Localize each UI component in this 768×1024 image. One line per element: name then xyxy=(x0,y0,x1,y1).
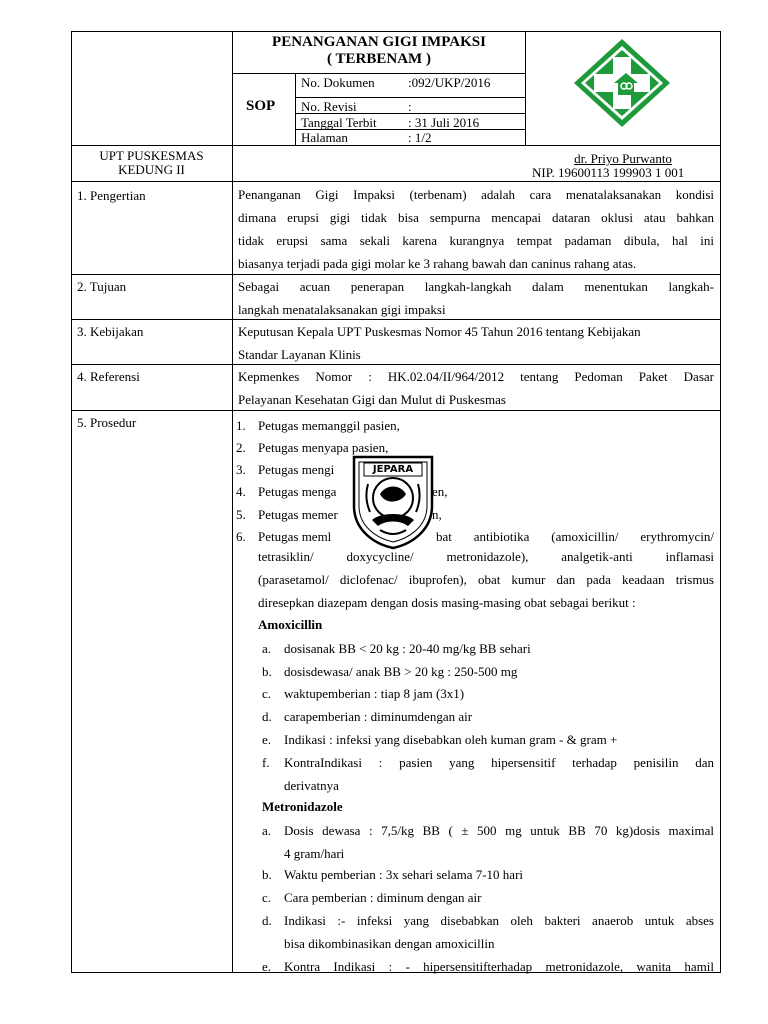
metronidazole-item: Waktu pemberian : 3x sehari selama 7-10 hari xyxy=(284,867,524,882)
page-label: Halaman xyxy=(301,130,348,145)
amoxicillin-item: dosisdewasa/ anak BB > 20 kg : 250-500 mg xyxy=(284,664,518,679)
issue-date-label: Tanggal Terbit xyxy=(301,115,377,130)
list-letter: c. xyxy=(262,890,272,905)
amoxicillin-item: waktupemberian : tiap 8 jam (3x1) xyxy=(284,686,465,701)
jepara-emblem-icon xyxy=(350,454,436,550)
doc-number-label: No. Dokumen xyxy=(301,75,375,90)
list-letter: d. xyxy=(262,913,272,928)
header-divider xyxy=(71,181,721,182)
page-value: : 1/2 xyxy=(408,130,432,145)
procedure-step: Petugas memer xyxy=(258,507,338,522)
section-label-kebijakan: 3. Kebijakan xyxy=(77,324,144,339)
puskesmas-logo-icon xyxy=(570,37,674,129)
procedure-step-6-cont: bat antibiotika (amoxicillin/ erythromycin/ xyxy=(436,529,714,544)
pengertian-text: Penanganan Gigi Impaksi (terbenam) adalah cara menatalaksanakan kondisi dimana erupsi gigi tidak bisa sempurna mencapai dataran oklusi atau bahkan tidak erupsi sama sekali karena kurangnya tempat padaman dibula, hal ini biasanya terjadi pada gigi molar ke 3 rahang bawah dan caninus rahang atas. xyxy=(238,187,714,271)
step-number: 6. xyxy=(236,529,246,544)
list-letter: a. xyxy=(262,823,272,838)
list-letter: b. xyxy=(262,867,272,882)
procedure-step: Petugas memanggil pasien, xyxy=(258,418,400,433)
list-letter: c. xyxy=(262,686,272,701)
step-number: 4. xyxy=(236,484,246,499)
column-divider xyxy=(232,31,233,973)
list-letter: e. xyxy=(262,732,272,747)
list-letter: a. xyxy=(262,641,272,656)
doc-number-value: :092/UKP/2016 xyxy=(408,75,491,90)
list-letter: e. xyxy=(262,959,272,974)
metronidazole-item: Kontra Indikasi : - hipersensitifterhadap metronidazole, wanita hamil xyxy=(284,959,714,974)
section-label-tujuan: 2. Tujuan xyxy=(77,279,127,294)
list-letter: d. xyxy=(262,709,272,724)
procedure-step-6-start: Petugas meml xyxy=(258,529,332,544)
document-subtitle: ( TERBENAM ) xyxy=(327,51,431,67)
metronidazole-item: Indikasi :- infeksi yang disebabkan oleh bakteri anaerob untuk abses bisa dikombinasikan dengan amoxicillin xyxy=(284,913,714,951)
metronidazole-item: Cara pemberian : diminum dengan air xyxy=(284,890,482,905)
signer-nip: NIP. 19600113 199903 1 001 xyxy=(532,165,685,180)
issue-date-value: : 31 Juli 2016 xyxy=(408,115,480,130)
column-divider xyxy=(525,31,526,145)
organization-unit: KEDUNG II xyxy=(118,162,185,177)
header-divider xyxy=(295,97,525,98)
metronidazole-heading: Metronidazole xyxy=(262,799,343,814)
metronidazole-item: Dosis dewasa : 7,5/kg BB ( ± 500 mg untuk BB 70 kg)dosis maximal 4 gram/hari xyxy=(284,823,714,861)
amoxicillin-heading: Amoxicillin xyxy=(258,617,323,632)
step-number: 3. xyxy=(236,462,246,477)
procedure-step: Petugas menyapa pasien, xyxy=(258,440,389,455)
organization-name: UPT PUSKESMAS xyxy=(99,148,204,163)
procedure-step-tail: en, xyxy=(432,484,448,499)
revision-value: : xyxy=(408,99,412,114)
header-divider xyxy=(233,73,525,74)
list-letter: f. xyxy=(262,755,270,770)
amoxicillin-item: KontraIndikasi : pasien yang hipersensitif terhadap penisilin dan derivatnya xyxy=(284,755,714,793)
section-label-pengertian: 1. Pengertian xyxy=(77,188,146,203)
section-label-prosedur: 5. Prosedur xyxy=(77,415,137,430)
tujuan-text: Sebagai acuan penerapan langkah-langkah dalam menentukan langkah- langkah menatalaksanakan gigi impaksi xyxy=(238,279,714,317)
amoxicillin-item: Indikasi : infeksi yang disebabkan oleh kuman gram - & gram + xyxy=(284,732,618,747)
procedure-step: Petugas menga xyxy=(258,484,337,499)
amoxicillin-item: carapemberian : diminumdengan air xyxy=(284,709,473,724)
procedure-step: Petugas mengi xyxy=(258,462,335,477)
signer-name: dr. Priyo Purwanto xyxy=(574,151,672,166)
step-number: 5. xyxy=(236,507,246,522)
document-title: PENANGANAN GIGI IMPAKSI xyxy=(272,34,486,50)
kebijakan-text: Keputusan Kepala UPT Puskesmas Nomor 45 Tahun 2016 tentang Kebijakan Standar Layanan Klinis xyxy=(238,324,641,362)
step-number: 2. xyxy=(236,440,246,455)
column-divider xyxy=(295,73,296,145)
jepara-emblem-label: JEPARA xyxy=(372,464,414,475)
procedure-step-6-text: tetrasiklin/ doxycycline/ metronidazole), analgetik-anti inflamasi (parasetamol/ diclofenac/ ibuprofen), obat kumur dan pada keadaan trismus diresepkan diazepam dengan dosis masing-masing obat sebagai berikut : xyxy=(258,549,714,610)
section-label-referensi: 4. Referensi xyxy=(77,369,140,384)
referensi-text: Kepmenkes Nomor : HK.02.04/II/964/2012 tentang Pedoman Paket Dasar Pelayanan Kesehatan Gigi dan Mulut di Puskesmas xyxy=(238,369,714,407)
step-number: 1. xyxy=(236,418,246,433)
list-letter: b. xyxy=(262,664,272,679)
header-divider xyxy=(71,145,721,146)
amoxicillin-item: dosisanak BB < 20 kg : 20-40 mg/kg BB sehari xyxy=(284,641,531,656)
sop-label: SOP xyxy=(246,98,276,114)
revision-label: No. Revisi xyxy=(301,99,357,114)
procedure-step-tail: n, xyxy=(432,507,442,522)
